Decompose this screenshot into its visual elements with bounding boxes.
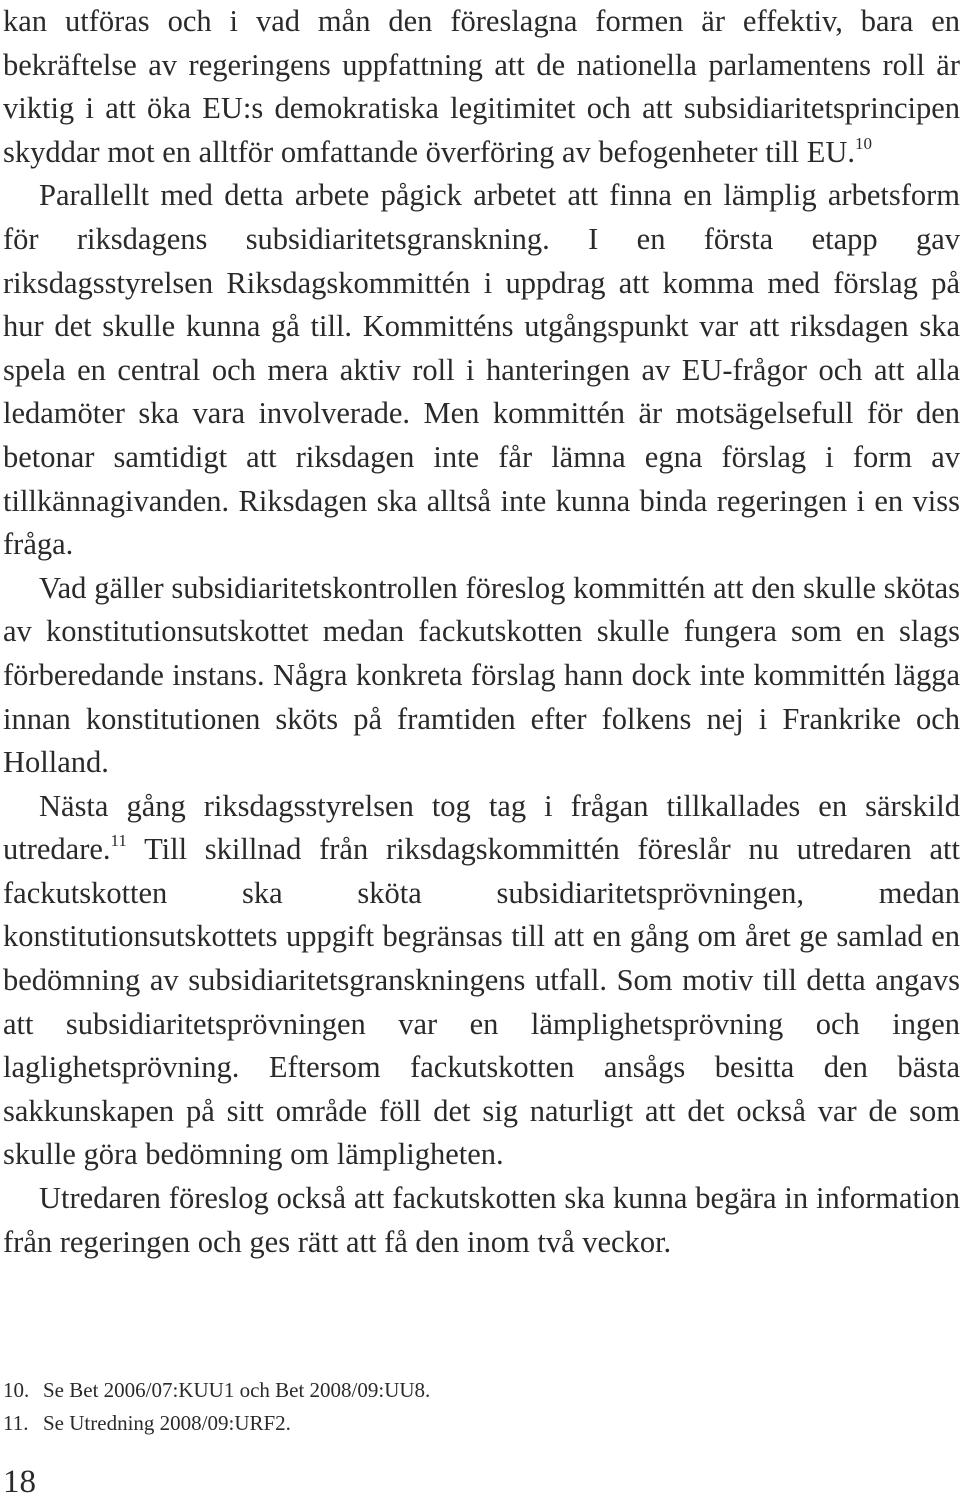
paragraph-1 xyxy=(3,0,960,174)
footnote-text: Se Utredning 2008/09:URF2. xyxy=(43,1411,291,1435)
page-number: 18 xyxy=(3,1464,36,1500)
footnote-number: 11. xyxy=(3,1411,29,1435)
body-text xyxy=(3,0,960,1264)
paragraph-text: kan utföras och i vad mån den föreslagna formen är effektiv, bara en bekräftelse av regeringens uppfattning att de nationella parlamentens roll är viktig i att öka EU:s demokratiska legitimitet och att subsidiaritetsprincipen skyddar mot en alltför omfattande överföring av befogenheter till EU. xyxy=(3,4,960,169)
footnote-10 xyxy=(3,1374,903,1407)
paragraph-text: Utredaren föreslog också att fackutskotten ska kunna begära in information från regeringen och ges rätt att få den inom två veckor. xyxy=(3,1181,960,1259)
paragraph-2 xyxy=(3,174,960,566)
footnote-reference-11[interactable]: 11 xyxy=(110,831,127,851)
paragraph-4 xyxy=(3,785,960,1177)
footnote-11 xyxy=(3,1407,903,1440)
footnote-number: 10. xyxy=(3,1378,30,1402)
paragraph-text: Vad gäller subsidiaritetskontrollen föreslog kommittén att den skulle skötas av konstitutionsutskottet medan fackutskotten skulle fungera som en slags förberedande instans. Några konkreta förslag hann dock inte kommittén lägga innan konstitutionen sköts på framtiden efter folkens nej i Frankrike och Holland. xyxy=(3,570,960,780)
paragraph-5 xyxy=(3,1177,960,1264)
paragraph-text-after: Till skillnad från riksdagskommittén föreslår nu utredaren att fackutskotten ska sköta subsidiaritetsprövningen, medan konstitutionsutskottets uppgift begränsas till att en gång om året ge samlad en bedömning av subsidiaritetsgranskningens utfall. Som motiv till detta angavs att subsidiaritetsprövningen var en lämplighetsprövning och ingen laglighetsprövning. Eftersom fackutskotten ansågs besitta den bästa sakkunskapen på sitt område föll det sig naturligt att det också var de som skulle göra bedömning om lämpligheten. xyxy=(3,832,960,1172)
footnotes xyxy=(3,1374,903,1440)
footnote-reference-10[interactable]: 10 xyxy=(855,133,873,153)
paragraph-text: Nästa gång riksdagsstyrelsen tog tag i frågan tillkallades en särskild utredare. xyxy=(3,788,960,867)
paragraph-3 xyxy=(3,567,960,785)
footnote-text: Se Bet 2006/07:KUU1 och Bet 2008/09:UU8. xyxy=(43,1378,431,1402)
paragraph-text: Parallellt med detta arbete pågick arbetet att finna en lämplig arbetsform för riksdagens subsidiaritetsgranskning. I en första etapp gav riksdagsstyrelsen Riksdagskommittén i uppdrag att komma med förslag på hur det skulle kunna gå till. Kommitténs utgångspunkt var att riksdagen ska spela en central och mera aktiv roll i hanteringen av EU-frågor och att alla ledamöter ska vara involverade. Men kommittén är motsägelsefull för den betonar samtidigt att riksdagen inte får lämna egna förslag i form av tillkännagivanden. Riksdagen ska alltså inte kunna binda regeringen i en viss fråga. xyxy=(3,178,960,562)
